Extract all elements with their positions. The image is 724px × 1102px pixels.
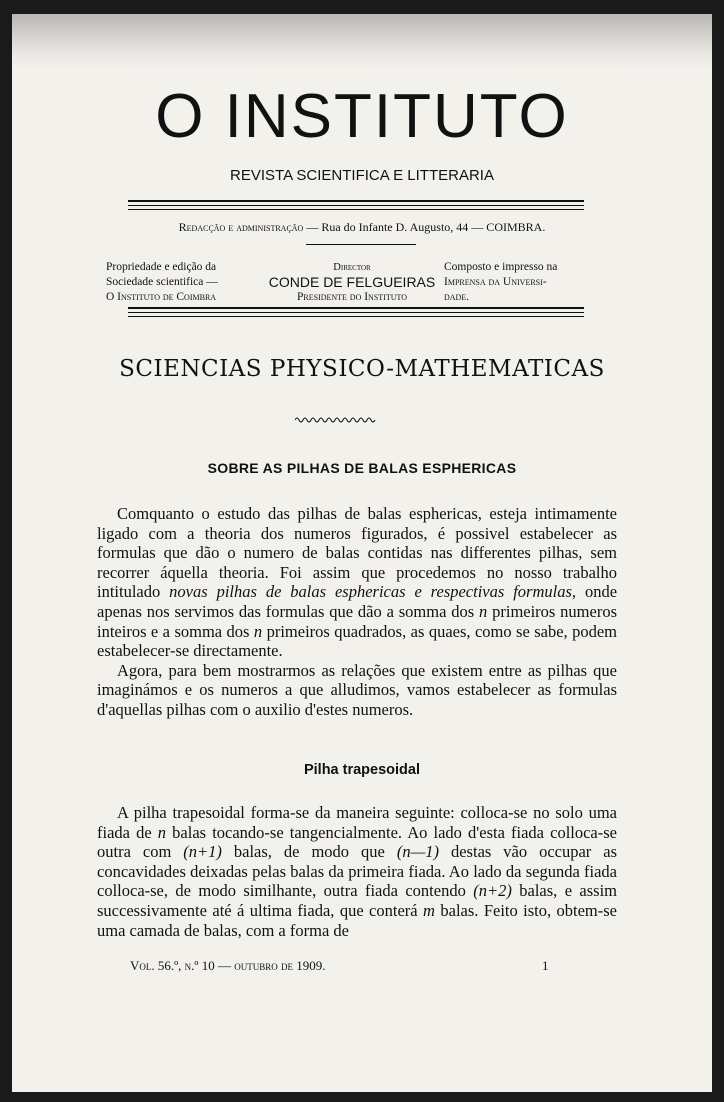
masthead-right	[444, 260, 624, 305]
redaccao-line	[12, 220, 712, 235]
article-title: SOBRE AS PILHAS DE BALAS ESPHERICAS	[207, 460, 517, 476]
rule-short	[306, 244, 416, 245]
page-shadow	[12, 14, 712, 69]
decorative-squiggle	[295, 416, 377, 424]
masthead-right-line: dade.	[444, 291, 470, 303]
page-number: 1	[542, 958, 549, 973]
italic-title: novas pilhas de balas esphericas e respectivas formulas,	[169, 582, 577, 602]
masthead-left	[106, 260, 276, 305]
journal-page	[12, 14, 712, 1092]
masthead-left-line: O Instituto de Coimbra	[106, 291, 217, 303]
rule-bottom	[128, 307, 584, 309]
masthead-right-line: Composto e impresso na	[444, 261, 558, 273]
body-text-1	[97, 504, 617, 720]
masthead-left-line: Sociedade scientifica —	[106, 276, 218, 288]
masthead-center	[252, 260, 452, 305]
rule-top-thin-2	[128, 209, 584, 210]
journal-title: O INSTITUTO	[155, 82, 569, 151]
body-text-2	[97, 803, 617, 940]
paragraph-2: Agora, para bem mostrarmos as relações que existem entre as pilhas que imaginámos e os numeros a que alludimos, vamos estabelecer as formulas d'aquellas pilhas com o auxilio d'estes numeros.	[97, 660, 617, 719]
director-role: Presidente do Instituto	[296, 291, 408, 303]
journal-subtitle: REVISTA SCIENTIFICA E LITTERARIA	[230, 167, 494, 184]
paragraph-3: A pilha trapesoidal forma-se da maneira seguinte: colloca-se no solo uma fiada de n balas tocando-se tangencialmente. Ao lado d'esta fiada colloca-se outra com (n+1) balas, de modo que (n—1) destas vão occupar as concavidades deixadas pelas balas da primeira fiada. Ao lado da segunda fiada colloca-se, de modo similhante, outra fiada contendo (n+2) balas, e assim successivamente até á ultima fiada, que conterá m balas. Feito isto, obtem-se uma camada de balas, com a forma de	[97, 803, 618, 940]
rule-bottom-thin-2	[128, 316, 584, 317]
masthead-right-line: Imprensa da Universi-	[444, 276, 547, 288]
rule-top-thin	[128, 205, 584, 206]
subheading: Pilha trapesoidal	[303, 762, 421, 778]
rule-top	[128, 200, 584, 202]
redaccao-label: Redacção e administração	[178, 220, 304, 234]
paragraph-1: Comquanto o estudo das pilhas de balas esphericas, esteja intimamente ligado com a theoria dos numeros figurados, é possivel estabelecer as formulas que dão o numero de balas contidas nas differentes pilhas, sem recorrer áquella theoria. Foi assim que procedemos no nosso trabalho intitulado novas pilhas de balas esphericas e respectivas formulas, onde apenas nos servimos das formulas que dão a somma dos n primeiros numeros inteiros e a somma dos n primeiros quadrados, as quaes, como se sabe, podem estabelecer-se directamente.	[97, 504, 618, 661]
rule-bottom-thin	[128, 312, 584, 313]
footer-volume: Vol. 56.º, n.º 10 — outubro de 1909.	[130, 958, 326, 973]
redaccao-address: — Rua do Infante D. Augusto, 44 — COIMBRA.	[306, 220, 546, 234]
director-name: CONDE DE FELGUEIRAS	[268, 274, 436, 290]
masthead-left-line: Propriedade e edição da	[106, 261, 217, 273]
section-title: SCIENCIAS PHYSICO-MATHEMATICAS	[119, 356, 605, 382]
director-label: Director	[333, 262, 371, 273]
